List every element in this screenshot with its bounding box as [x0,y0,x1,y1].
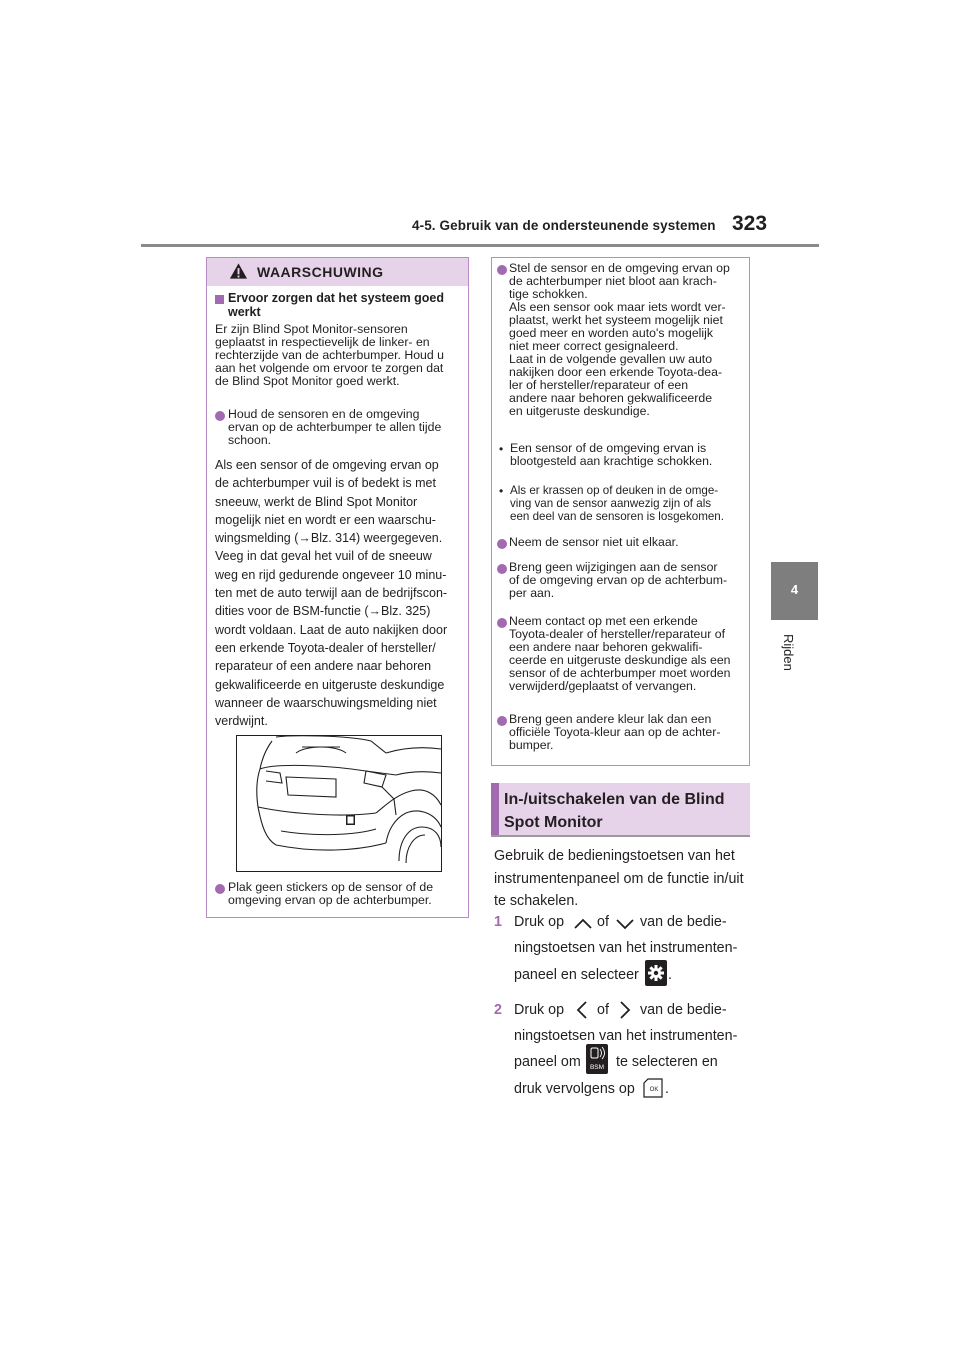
bullet-paint: Breng geen andere kleur lak dan een officiële Toyota-kleur aan op de achter- bumper. [509,712,721,752]
chapter-label: Rijden [781,634,796,671]
bullet-disassemble: Neem de sensor niet uit elkaar. [509,535,679,549]
step1-line3: paneel en selecteer [514,967,639,983]
page-number: 323 [732,212,768,235]
warning-bullet-clean: Houd de sensoren en de omgeving ervan op de achterbumper te allen tijde schoon. [228,407,442,447]
section-header: 4-5. Gebruik van de ondersteunende systemen [412,218,716,233]
warning-triangle-icon [229,262,248,280]
section-title: In-/uitschakelen van de Blind Spot Monitor [504,791,725,831]
sub-bullet-icon: • [499,442,504,456]
warning-heading: Ervoor zorgen dat het systeem goed werkt [228,291,445,319]
section-title-accent [491,783,499,837]
bullet-dot-icon [497,564,507,574]
chevron-up-icon [573,918,593,930]
step1-line1-end: van de bedie- [640,914,727,930]
section-title-underline [491,835,750,837]
bullet-modify: Breng geen wijzigingen aan de sensor of de omgeving ervan op de achterbum- per aan. [509,560,728,600]
bullet-dot-icon [215,884,225,894]
bullet-dot-icon [497,539,507,549]
bsm-icon [586,1044,608,1074]
step-number: 1 [494,914,502,930]
ok-icon-label: OK [649,1087,659,1093]
step-number: 2 [494,1002,502,1018]
step1-line3-end: . [668,967,672,983]
bsm-icon-label: BSM [589,1064,605,1071]
step2-line1-end: van de bedie- [640,1002,727,1018]
sub-bullet-shocks: Een sensor of de omgeving ervan is blootgesteld aan krachtige schokken. [510,441,713,468]
chevron-left-icon [576,1000,588,1020]
step1-line2: ningstoetsen van het instrumenten- [514,940,738,956]
bullet-dot-icon [497,265,507,275]
section-intro: Gebruik de bedieningstoetsen van het instrumentenpaneel om de functie in/uit te schakelen. [494,848,744,909]
warning-paragraph: Als een sensor of de omgeving ervan op de achterbumper vuil is of bedekt is met sneeuw, werkt de Blind Spot Monitor mogelijk niet en wordt er een waarschu- wingsmelding (→Blz. 314) weergegeven. Veeg in dat geval het vuil of de sneeuw weg en rijd gedurende ongeveer 10 minu- ten met de auto terwijl aan de bedrijfscon- dities voor de BSM-functie (→Blz. 325) wordt voldaan. Laat de auto nakijken door een erkende Toyota-dealer of hersteller/ reparateur of een andere naar behoren gekwalificeerde en uitgeruste deskundige wanneer de waarschuwingsmelding niet verdwijnt. [215,458,448,729]
chapter-number: 4 [790,582,799,597]
rear-bumper-illustration [236,735,442,872]
step2-line3-end: te selecteren en [616,1054,718,1070]
chevron-down-icon [615,918,635,930]
chevron-right-icon [619,1000,631,1020]
warning-bullet-stickers: Plak geen stickers op de sensor of de omgeving ervan op de achterbumper. [228,880,434,907]
bullet-dot-icon [497,618,507,628]
step1-line1-start: Druk op [514,914,565,930]
step2-line1-start: Druk op [514,1002,565,1018]
ok-button-icon [642,1077,664,1099]
bullet-impact: Stel de sensor en de omgeving ervan op de achterbumper niet bloot aan krach- tige schokken. Als een sensor ook maar iets wordt ver- plaatst, werkt het systeem mogelijk niet goed meer en worden auto's mogelijk niet meer correct gesignaleerd. Laat in de volgende gevallen uw auto nakijken door een erkende Toyota-dea- ler of hersteller/reparateur of een andere naar behoren gekwalificeerde en uitgeruste deskundige. [509,261,730,418]
square-bullet-icon [215,295,224,304]
step1-line1-or: of [597,914,609,930]
bullet-dot-icon [497,716,507,726]
warning-intro: Er zijn Blind Spot Monitor-sensoren geplaatst in respectievelijk de linker- en rechterzijde van de achterbumper. Houd u aan het volgende om ervoor te zorgen dat de Blind Spot Monitor goed werkt. [215,322,444,388]
bullet-dot-icon [215,411,225,421]
sub-bullet-scratches: Als er krassen op of deuken in de omge- ving van de sensor aanwezig zijn of als een deel van de sensoren is losgekomen. [510,484,724,523]
settings-gear-icon [645,960,667,986]
header-rule [141,244,819,247]
warning-title: WAARSCHUWING [257,264,384,280]
sub-bullet-icon: • [499,484,504,498]
step2-line1-or: of [597,1002,609,1018]
bullet-contact-dealer: Neem contact op met een erkende Toyota-dealer of hersteller/reparateur of een andere naar behoren gekwalifi- ceerde en uitgeruste deskundige als een sensor of de achterbumper moet worden verwijderd/geplaatst of vervangen. [509,614,731,693]
step2-line2: ningstoetsen van het instrumenten- [514,1028,738,1044]
step2-line4: druk vervolgens op [514,1081,635,1097]
step2-line3-start: paneel om [514,1054,581,1070]
step2-line4-end: . [665,1081,669,1097]
